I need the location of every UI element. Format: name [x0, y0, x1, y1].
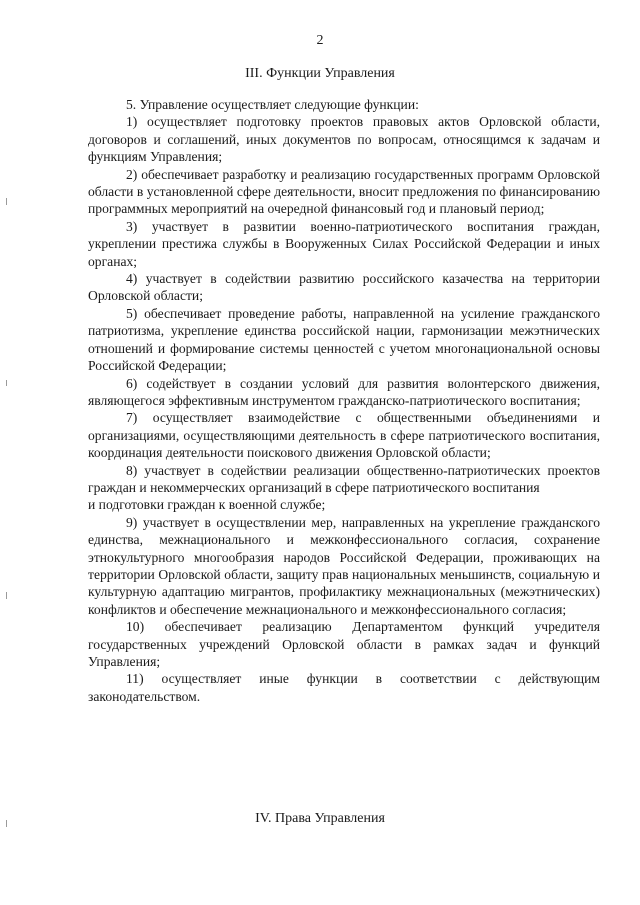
scan-margin-mark — [6, 198, 7, 205]
section-title: III. Функции Управления — [245, 66, 395, 81]
paragraph-item-11: 11) осуществляет иные функции в соответствии с действующим законодательством. — [88, 671, 600, 704]
paragraph-item-10: 10) обеспечивает реализацию Департаментом функций учредителя государственных учреждений Орловской области в рамках задач и функций Управления; — [88, 619, 600, 669]
scan-margin-mark — [6, 380, 7, 386]
page-number: 2 — [316, 33, 324, 48]
paragraph-item-2: 2) обеспечивает разработку и реализацию государственных программ Орловской области в установленной сфере деятельности, вносит предложения по финансированию программных мероприятий на очередной финансовый год и плановый период; — [88, 166, 600, 217]
paragraph-item-5: 5) обеспечивает проведение работы, направленной на усиление гражданского патриотизма, укрепление единства российской нации, гармонизации межэтнических отношений и формирование системы ценностей с учетом многонациональной основы Российской Федерации; — [88, 305, 600, 374]
scan-margin-mark — [6, 592, 7, 599]
next-section-title: IV. Права Управления — [255, 811, 385, 826]
document-body — [88, 96, 600, 705]
paragraph-intro: 5. Управление осуществляет следующие функции: — [126, 97, 419, 112]
paragraph-item-1: 1) осуществляет подготовку проектов правовых актов Орловской области, договоров и соглашений, иных документов по вопросам, относящимся к задачам и функциям Управления; — [88, 114, 600, 165]
paragraph-item-8-continuation: и подготовки граждан к военной службе; — [88, 497, 326, 513]
paragraph-item-3: 3) участвует в развитии военно-патриотического воспитания граждан, укреплении престижа службы в Вооруженных Силах Российской Федерации и иных органах; — [88, 218, 600, 269]
paragraph-item-6: 6) содействует в создании условий для развития волонтерского движения, являющегося эффективным инструментом гражданско-патриотического воспитания; — [88, 375, 600, 408]
scan-margin-mark — [6, 820, 7, 827]
paragraph-item-7: 7) осуществляет взаимодействие с общественными объединениями и организациями, осуществляющими деятельность в сфере патриотического воспитания, координация деятельности поискового движения Орловской области; — [88, 410, 600, 461]
paragraph-item-9: 9) участвует в осуществлении мер, направленных на укрепление гражданского единства, межнационального и межконфессионального согласия, сохранение этнокультурного многообразия народов Российской Федерации, проживающих на территории Орловской области, защиту прав национальных меньшинств, социальную и культурную адаптацию мигрантов, профилактику межнациональных (межэтнических) конфликтов и обеспечение межнационального и межконфессионального согласия; — [88, 514, 600, 617]
paragraph-item-4: 4) участвует в содействии развитию российского казачества на территории Орловской области; — [88, 271, 600, 304]
paragraph-item-8: 8) участвует в содействии реализации общественно-патриотических проектов граждан и некоммерческих организаций в сфере патриотического воспитания — [88, 462, 600, 495]
